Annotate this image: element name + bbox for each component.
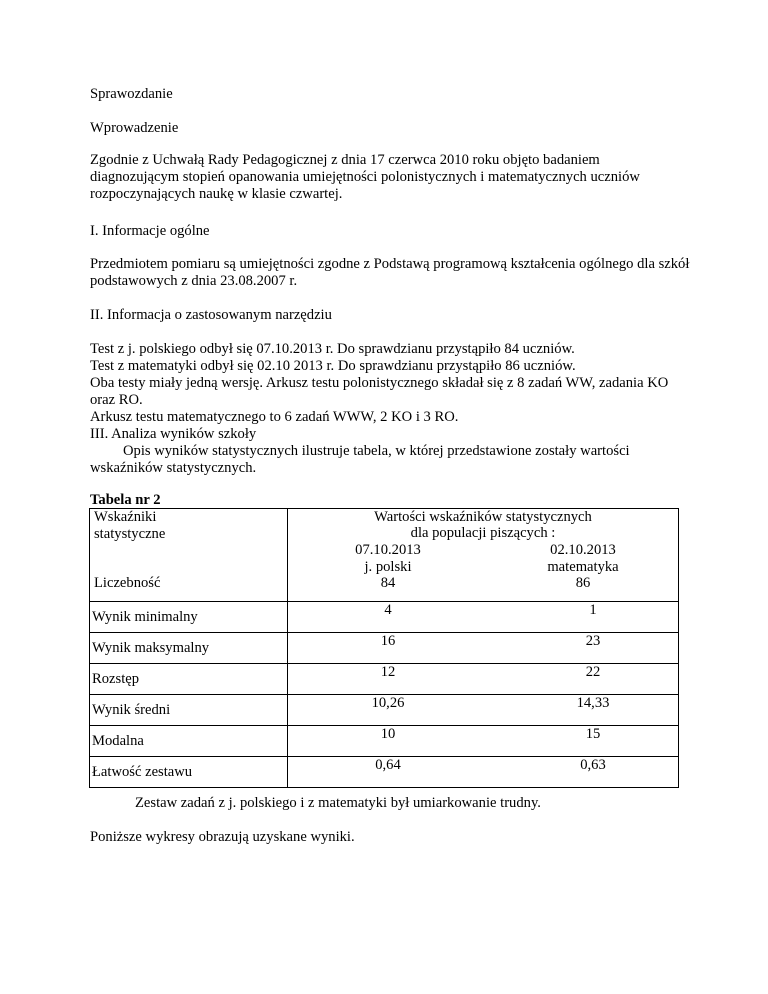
statistics-table [89,508,679,788]
charts-intro-paragraph: Poniższe wykresy obrazują uzyskane wyniki. [90,829,355,845]
value-polish: 4 [384,602,392,618]
section2-body [90,341,690,426]
header-right-cell [288,509,679,602]
value-math: 23 [585,633,601,649]
conclusion-paragraph: Zestaw zadań z j. polskiego i z matematyki był umiarkowanie trudny. [135,795,541,811]
value-math: 15 [585,726,601,742]
header-indicators-label: Wskaźniki statystyczne [94,509,166,542]
row-label: Wynik średni [90,695,288,726]
col1-subject: j. polski [364,559,412,575]
value-math: 1 [589,602,597,618]
value-polish: 12 [380,664,396,680]
value-polish: 10,26 [371,695,405,711]
table-row [90,633,679,664]
row-values [288,602,679,633]
header-population-label: dla populacji piszących : [410,525,556,541]
section3-heading: III. Analiza wyników szkoły [90,426,257,442]
header-values-title: Wartości wskaźników statystycznych [374,509,592,525]
value-polish: 16 [380,633,396,649]
table-header-row [90,509,679,602]
value-polish: 0,64 [375,757,401,773]
col1-count: 84 [380,575,396,591]
document-title: Sprawozdanie [90,86,173,102]
header-left-cell [90,509,288,602]
row-label: Modalna [90,726,288,757]
table-row [90,602,679,633]
value-math: 0,63 [580,757,606,773]
section1-paragraph: Przedmiotem pomiaru są umiejętności zgodne z Podstawą programową kształcenia ogólnego dla szkół podstawowych z dnia 23.08.2007 r. [90,256,690,289]
table-row [90,664,679,695]
table-row [90,757,679,788]
section2-heading: II. Informacja o zastosowanym narzędziu [90,307,332,323]
value-polish: 10 [380,726,396,742]
section2-line: Test z matematyki odbył się 02.10 2013 r. Do sprawdzianu przystąpiło 86 uczniów. [90,358,576,374]
intro-heading: Wprowadzenie [90,120,179,136]
row-values [288,633,679,664]
row-label: Wynik maksymalny [90,633,288,664]
value-math: 14,33 [576,695,610,711]
section2-line: Arkusz testu matematycznego to 6 zadań WWW, 2 KO i 3 RO. [90,409,459,425]
section2-line: Oba testy miały jedną wersję. Arkusz testu polonistycznego składał się z 8 zadań WW, zadania KO oraz RO. [90,375,669,408]
section1-heading: I. Informacje ogólne [90,223,210,239]
row-label: Wynik minimalny [90,602,288,633]
section3-paragraph: Opis wyników statystycznych ilustruje tabela, w której przedstawione zostały wartości wskaźników statystycznych. [90,443,630,476]
row-values [288,757,679,788]
col1-date: 07.10.2013 [355,542,421,558]
col2-subject: matematyka [547,559,619,575]
col2-count: 86 [575,575,591,591]
table-title: Tabela nr 2 [90,492,161,508]
row-values [288,695,679,726]
row-label: Łatwość zestawu [90,757,288,788]
table-row [90,726,679,757]
row-values [288,726,679,757]
row-values [288,664,679,695]
table-row [90,695,679,726]
intro-paragraph: Zgodnie z Uchwałą Rady Pedagogicznej z dnia 17 czerwca 2010 roku objęto badaniem diagnozującym stopień opanowania umiejętności polonistycznych i matematycznych uczniów rozpoczynających naukę w klasie czwartej. [90,152,640,202]
header-count-label: Liczebność [94,575,161,591]
col2-date: 02.10.2013 [550,542,616,558]
section2-line: Test z j. polskiego odbył się 07.10.2013 r. Do sprawdzianu przystąpiło 84 uczniów. [90,341,575,357]
row-label: Rozstęp [90,664,288,695]
value-math: 22 [585,664,601,680]
